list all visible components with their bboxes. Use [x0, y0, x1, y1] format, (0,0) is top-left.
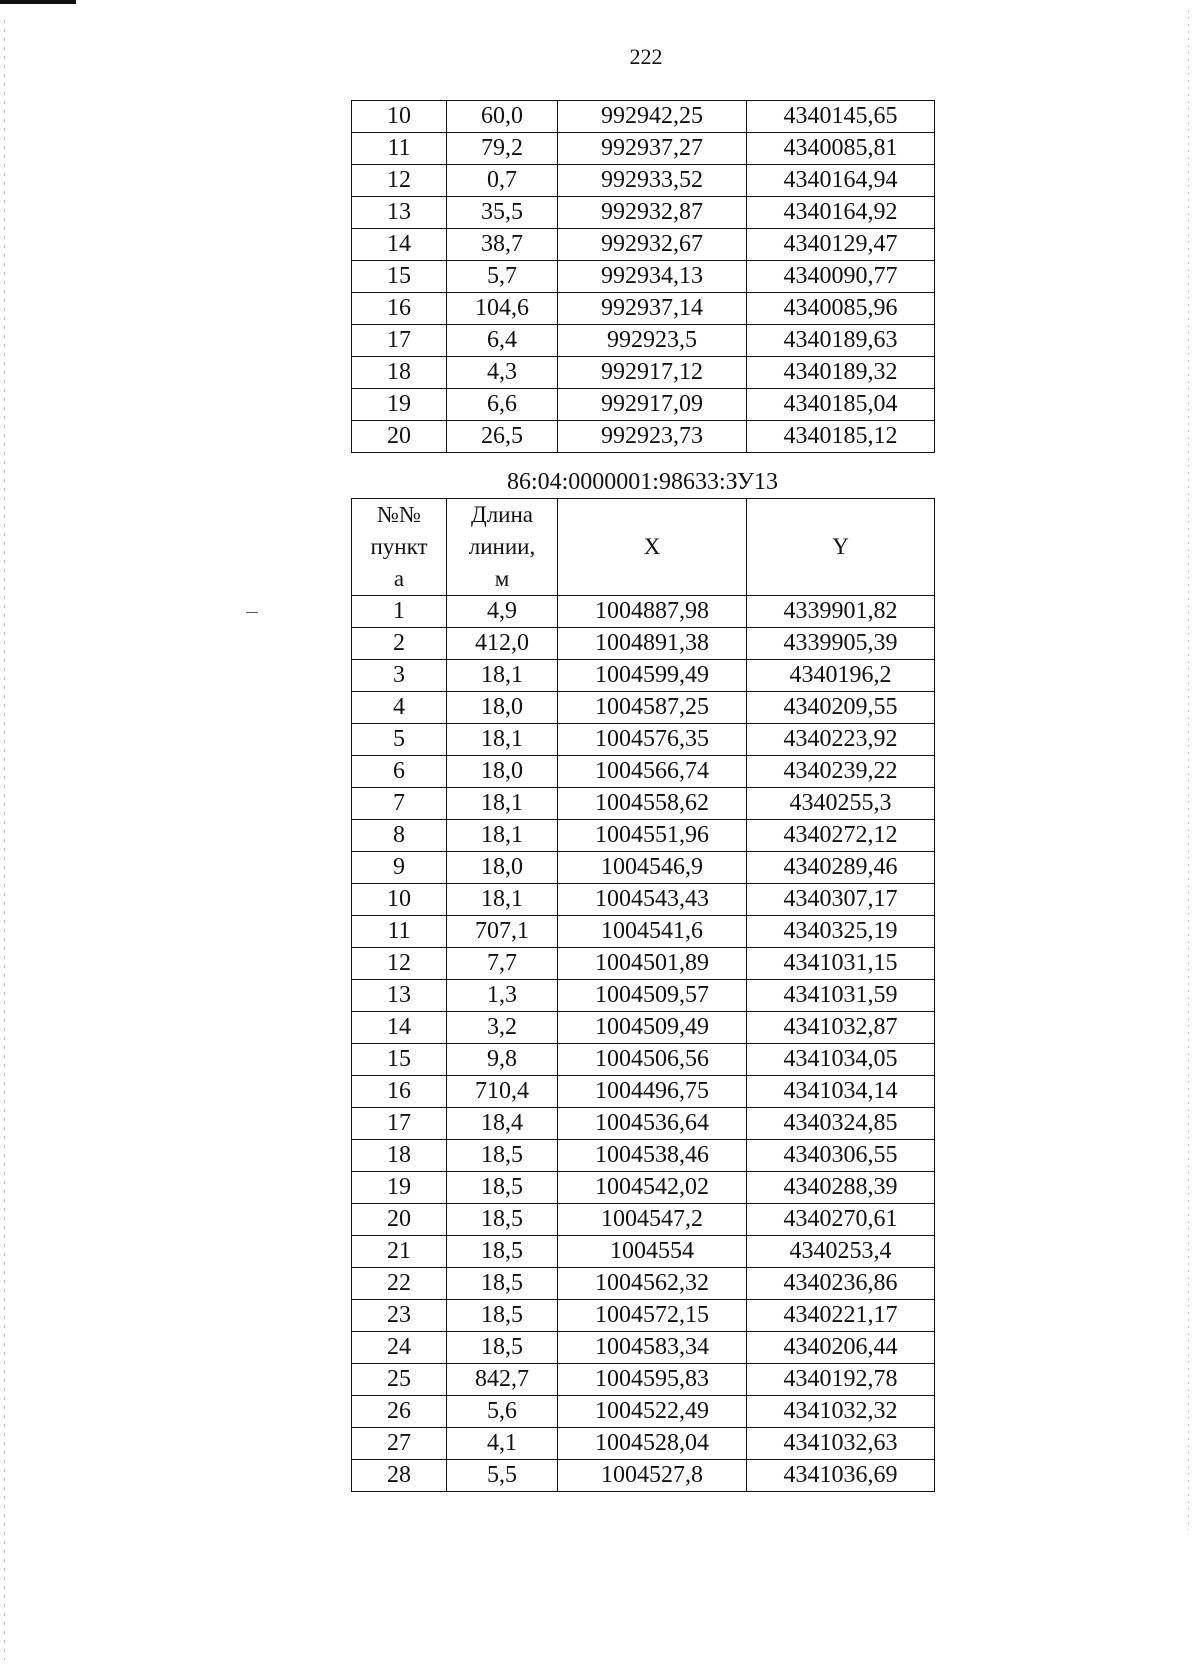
line-length-cell: 18,5	[447, 1140, 558, 1172]
line-length-cell: 18,5	[447, 1204, 558, 1236]
line-length-cell: 18,5	[447, 1300, 558, 1332]
line-length-cell: 707,1	[447, 916, 558, 948]
point-number-cell: 18	[352, 1140, 447, 1172]
y-coordinate-cell: 4341032,63	[747, 1428, 935, 1460]
y-coordinate-cell: 4339905,39	[747, 628, 935, 660]
point-number-cell: 19	[352, 389, 447, 421]
x-coordinate-cell: 992932,67	[558, 229, 747, 261]
line-length-cell: 5,7	[447, 261, 558, 293]
y-coordinate-cell: 4340272,12	[747, 820, 935, 852]
x-coordinate-cell: 1004551,96	[558, 820, 747, 852]
y-coordinate-cell: 4341034,14	[747, 1076, 935, 1108]
line-length-cell: 710,4	[447, 1076, 558, 1108]
point-number-cell: 5	[352, 724, 447, 756]
point-number-cell: 14	[352, 1012, 447, 1044]
line-length-cell: 412,0	[447, 628, 558, 660]
line-length-cell: 18,1	[447, 660, 558, 692]
line-length-cell: 18,0	[447, 756, 558, 788]
header-length-line: Длина	[471, 502, 533, 527]
y-coordinate-cell: 4340164,92	[747, 197, 935, 229]
table-row	[352, 820, 935, 852]
y-coordinate-cell: 4340236,86	[747, 1268, 935, 1300]
y-coordinate-cell: 4340189,63	[747, 325, 935, 357]
point-number-cell: 3	[352, 660, 447, 692]
x-coordinate-cell: 992933,52	[558, 165, 747, 197]
point-number-cell: 12	[352, 948, 447, 980]
header-y: Y	[747, 499, 935, 596]
y-coordinate-cell: 4340239,22	[747, 756, 935, 788]
header-length-line: линии,	[468, 534, 536, 559]
x-coordinate-cell: 1004542,02	[558, 1172, 747, 1204]
page-number: 222	[629, 44, 663, 69]
x-coordinate-cell: 992937,27	[558, 133, 747, 165]
point-number-cell: 17	[352, 1108, 447, 1140]
y-coordinate-cell: 4340090,77	[747, 261, 935, 293]
point-number-cell: 2	[352, 628, 447, 660]
header-point-line: №№	[377, 502, 421, 527]
table-row	[352, 1044, 935, 1076]
x-coordinate-cell: 1004527,8	[558, 1460, 747, 1492]
stray-mark	[246, 612, 258, 613]
point-number-cell: 15	[352, 1044, 447, 1076]
point-number-cell: 20	[352, 421, 447, 453]
y-coordinate-cell: 4339901,82	[747, 596, 935, 628]
table-row	[352, 133, 935, 165]
point-number-cell: 13	[352, 197, 447, 229]
y-coordinate-cell: 4340288,39	[747, 1172, 935, 1204]
line-length-cell: 1,3	[447, 980, 558, 1012]
section-title: 86:04:0000001:98633:ЗУ13	[506, 469, 779, 495]
line-length-cell: 6,4	[447, 325, 558, 357]
x-coordinate-cell: 992937,14	[558, 293, 747, 325]
line-length-cell: 35,5	[447, 197, 558, 229]
header-point-line: пункт	[370, 534, 428, 559]
table-row	[352, 1140, 935, 1172]
x-coordinate-cell: 992917,09	[558, 389, 747, 421]
x-coordinate-cell: 1004562,32	[558, 1268, 747, 1300]
table-row	[352, 261, 935, 293]
line-length-cell: 26,5	[447, 421, 558, 453]
x-coordinate-cell: 992934,13	[558, 261, 747, 293]
x-coordinate-cell: 1004528,04	[558, 1428, 747, 1460]
line-length-cell: 18,5	[447, 1172, 558, 1204]
table-row	[352, 1364, 935, 1396]
table-row	[352, 165, 935, 197]
point-number-cell: 10	[352, 884, 447, 916]
y-coordinate-cell: 4340206,44	[747, 1332, 935, 1364]
y-coordinate-cell: 4340289,46	[747, 852, 935, 884]
line-length-cell: 5,6	[447, 1396, 558, 1428]
table-row	[352, 421, 935, 453]
line-length-cell: 18,1	[447, 884, 558, 916]
x-coordinate-cell: 1004509,57	[558, 980, 747, 1012]
table-row	[352, 596, 935, 628]
y-coordinate-cell: 4341034,05	[747, 1044, 935, 1076]
table-row	[352, 884, 935, 916]
y-coordinate-cell: 4340192,78	[747, 1364, 935, 1396]
table-row	[352, 692, 935, 724]
y-coordinate-cell: 4340145,65	[747, 101, 935, 133]
point-number-cell: 11	[352, 133, 447, 165]
line-length-cell: 3,2	[447, 1012, 558, 1044]
table-row	[352, 1332, 935, 1364]
table-header	[352, 499, 935, 596]
x-coordinate-cell: 1004583,34	[558, 1332, 747, 1364]
table-row	[352, 1428, 935, 1460]
point-number-cell: 15	[352, 261, 447, 293]
line-length-cell: 9,8	[447, 1044, 558, 1076]
point-number-cell: 24	[352, 1332, 447, 1364]
point-number-cell: 4	[352, 692, 447, 724]
x-coordinate-cell: 1004506,56	[558, 1044, 747, 1076]
y-coordinate-cell: 4340164,94	[747, 165, 935, 197]
x-coordinate-cell: 992932,87	[558, 197, 747, 229]
line-length-cell: 7,7	[447, 948, 558, 980]
coordinates-table-body	[352, 101, 935, 453]
line-length-cell: 18,4	[447, 1108, 558, 1140]
y-coordinate-cell: 4340185,12	[747, 421, 935, 453]
point-number-cell: 8	[352, 820, 447, 852]
y-coordinate-cell: 4340306,55	[747, 1140, 935, 1172]
y-coordinate-cell: 4340223,92	[747, 724, 935, 756]
x-coordinate-cell: 1004538,46	[558, 1140, 747, 1172]
table-row	[352, 357, 935, 389]
line-length-cell: 79,2	[447, 133, 558, 165]
y-coordinate-cell: 4341032,87	[747, 1012, 935, 1044]
line-length-cell: 4,9	[447, 596, 558, 628]
coordinates-table-body	[352, 596, 935, 1492]
x-coordinate-cell: 1004576,35	[558, 724, 747, 756]
point-number-cell: 28	[352, 1460, 447, 1492]
line-length-cell: 104,6	[447, 293, 558, 325]
y-coordinate-cell: 4341031,15	[747, 948, 935, 980]
table-row	[352, 293, 935, 325]
scan-edge-right	[1188, 10, 1189, 1530]
point-number-cell: 21	[352, 1236, 447, 1268]
table-row	[352, 948, 935, 980]
table-row	[352, 389, 935, 421]
table-row	[352, 1268, 935, 1300]
point-number-cell: 23	[352, 1300, 447, 1332]
line-length-cell: 4,3	[447, 357, 558, 389]
y-coordinate-cell: 4340270,61	[747, 1204, 935, 1236]
coordinates-table-continued	[351, 100, 935, 453]
header-x: X	[558, 499, 747, 596]
point-number-cell: 22	[352, 1268, 447, 1300]
x-coordinate-cell: 992942,25	[558, 101, 747, 133]
line-length-cell: 842,7	[447, 1364, 558, 1396]
x-coordinate-cell: 1004541,6	[558, 916, 747, 948]
y-coordinate-cell: 4340324,85	[747, 1108, 935, 1140]
table-row	[352, 1236, 935, 1268]
line-length-cell: 5,5	[447, 1460, 558, 1492]
x-coordinate-cell: 1004891,38	[558, 628, 747, 660]
line-length-cell: 18,5	[447, 1332, 558, 1364]
point-number-cell: 20	[352, 1204, 447, 1236]
point-number-cell: 25	[352, 1364, 447, 1396]
table-row	[352, 1012, 935, 1044]
x-coordinate-cell: 1004572,15	[558, 1300, 747, 1332]
table-row	[352, 1204, 935, 1236]
line-length-cell: 18,0	[447, 852, 558, 884]
y-coordinate-cell: 4340189,32	[747, 357, 935, 389]
line-length-cell: 6,6	[447, 389, 558, 421]
x-coordinate-cell: 1004599,49	[558, 660, 747, 692]
x-coordinate-cell: 1004546,9	[558, 852, 747, 884]
y-coordinate-cell: 4340221,17	[747, 1300, 935, 1332]
point-number-cell: 27	[352, 1428, 447, 1460]
x-coordinate-cell: 1004566,74	[558, 756, 747, 788]
y-coordinate-cell: 4340325,19	[747, 916, 935, 948]
header-length-line: м	[494, 566, 510, 591]
x-coordinate-cell: 1004522,49	[558, 1396, 747, 1428]
point-number-cell: 17	[352, 325, 447, 357]
table-row	[352, 1300, 935, 1332]
header-point-number	[352, 499, 447, 596]
x-coordinate-cell: 1004587,25	[558, 692, 747, 724]
x-coordinate-cell: 992923,5	[558, 325, 747, 357]
x-coordinate-cell: 1004536,64	[558, 1108, 747, 1140]
line-length-cell: 18,0	[447, 692, 558, 724]
point-number-cell: 19	[352, 1172, 447, 1204]
point-number-cell: 14	[352, 229, 447, 261]
header-line-length	[447, 499, 558, 596]
point-number-cell: 11	[352, 916, 447, 948]
point-number-cell: 10	[352, 101, 447, 133]
x-coordinate-cell: 1004509,49	[558, 1012, 747, 1044]
point-number-cell: 26	[352, 1396, 447, 1428]
table-row	[352, 325, 935, 357]
table-row	[352, 1396, 935, 1428]
table-row	[352, 101, 935, 133]
table-row	[352, 229, 935, 261]
coordinates-table	[351, 498, 935, 1492]
x-coordinate-cell: 1004595,83	[558, 1364, 747, 1396]
y-coordinate-cell: 4341036,69	[747, 1460, 935, 1492]
x-coordinate-cell: 1004887,98	[558, 596, 747, 628]
table-row	[352, 852, 935, 884]
x-coordinate-cell: 1004496,75	[558, 1076, 747, 1108]
line-length-cell: 18,5	[447, 1268, 558, 1300]
table-row	[352, 724, 935, 756]
scan-corner-mark	[0, 0, 76, 4]
table-row	[352, 660, 935, 692]
y-coordinate-cell: 4340085,96	[747, 293, 935, 325]
y-coordinate-cell: 4341031,59	[747, 980, 935, 1012]
point-number-cell: 18	[352, 357, 447, 389]
table-row	[352, 788, 935, 820]
line-length-cell: 60,0	[447, 101, 558, 133]
y-coordinate-cell: 4340196,2	[747, 660, 935, 692]
table-row	[352, 1108, 935, 1140]
point-number-cell: 6	[352, 756, 447, 788]
point-number-cell: 1	[352, 596, 447, 628]
x-coordinate-cell: 1004543,43	[558, 884, 747, 916]
x-coordinate-cell: 992917,12	[558, 357, 747, 389]
table-row	[352, 980, 935, 1012]
table-row	[352, 756, 935, 788]
table-row	[352, 197, 935, 229]
point-number-cell: 7	[352, 788, 447, 820]
line-length-cell: 18,1	[447, 788, 558, 820]
point-number-cell: 16	[352, 293, 447, 325]
y-coordinate-cell: 4340129,47	[747, 229, 935, 261]
y-coordinate-cell: 4340185,04	[747, 389, 935, 421]
x-coordinate-cell: 992923,73	[558, 421, 747, 453]
line-length-cell: 18,1	[447, 820, 558, 852]
scan-edge-left	[4, 20, 5, 1660]
table-row	[352, 916, 935, 948]
x-coordinate-cell: 1004501,89	[558, 948, 747, 980]
line-length-cell: 0,7	[447, 165, 558, 197]
header-point-line: а	[393, 566, 405, 591]
point-number-cell: 16	[352, 1076, 447, 1108]
line-length-cell: 4,1	[447, 1428, 558, 1460]
y-coordinate-cell: 4340209,55	[747, 692, 935, 724]
y-coordinate-cell: 4341032,32	[747, 1396, 935, 1428]
y-coordinate-cell: 4340255,3	[747, 788, 935, 820]
x-coordinate-cell: 1004554	[558, 1236, 747, 1268]
table-row	[352, 628, 935, 660]
point-number-cell: 12	[352, 165, 447, 197]
y-coordinate-cell: 4340307,17	[747, 884, 935, 916]
table-row	[352, 1172, 935, 1204]
x-coordinate-cell: 1004558,62	[558, 788, 747, 820]
table-row	[352, 1460, 935, 1492]
line-length-cell: 18,5	[447, 1236, 558, 1268]
line-length-cell: 38,7	[447, 229, 558, 261]
y-coordinate-cell: 4340085,81	[747, 133, 935, 165]
point-number-cell: 13	[352, 980, 447, 1012]
x-coordinate-cell: 1004547,2	[558, 1204, 747, 1236]
y-coordinate-cell: 4340253,4	[747, 1236, 935, 1268]
point-number-cell: 9	[352, 852, 447, 884]
line-length-cell: 18,1	[447, 724, 558, 756]
table-row	[352, 1076, 935, 1108]
header-row	[352, 499, 935, 596]
